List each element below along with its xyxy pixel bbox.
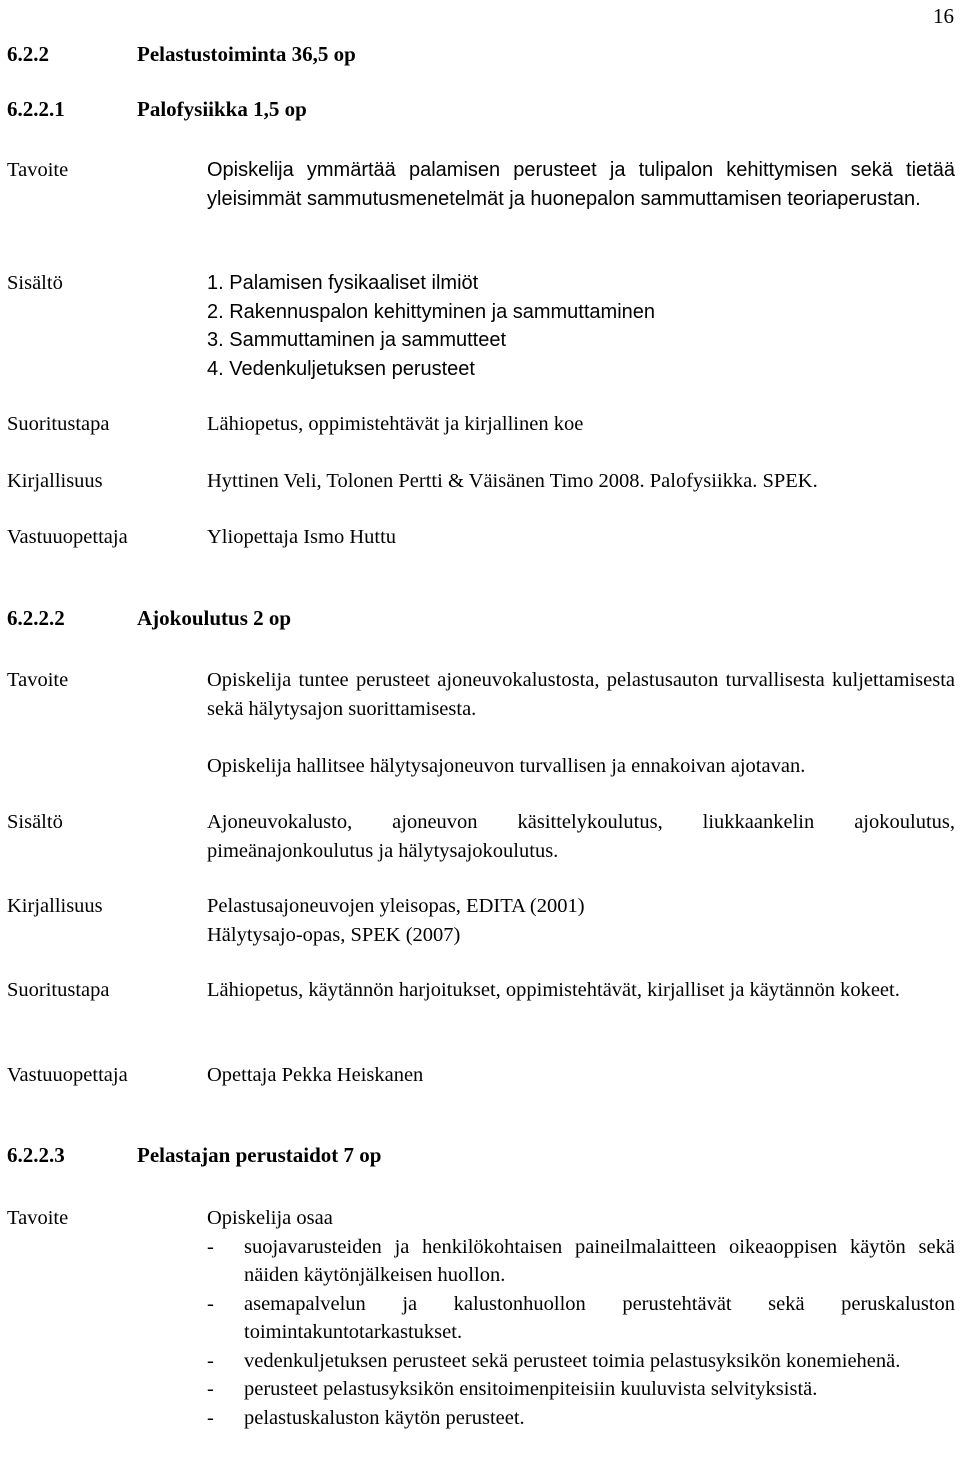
tavoite-text: Opiskelija hallitsee hälytysajoneuvon turvallisen ja ennakoivan ajotavan. [207,755,806,777]
list-item [207,1290,955,1347]
sisalto-list [207,269,955,383]
dash-bullet: - [207,1406,214,1429]
course-number: 6.2.2.2 [7,606,65,630]
kirjallisuus-text [207,892,955,949]
kirjallisuus-line: Hälytysajo-opas, SPEK (2007) [207,923,461,946]
suoritustapa-label: Suoritustapa [7,413,110,435]
list-item-text: suojavarusteiden ja henkilökohtaisen paineilmalaitteen oikeaoppisen käytön sekä näiden käytönjälkeisen huollon. [244,1235,955,1286]
course-heading [7,1141,381,1170]
dash-bullet: - [207,1292,214,1315]
list-item-text: perusteet pelastusyksikön ensitoimenpiteisiin kuuluvista selvityksistä. [244,1378,818,1400]
course-heading [7,95,307,124]
list-item: 2. Rakennuspalon kehittyminen ja sammuttaminen [207,300,656,323]
list-item-text: asemapalvelun ja kalustonhuollon perustehtävät sekä peruskaluston toimintakuntotarkastukset. [244,1292,955,1343]
section-heading [7,40,356,69]
dash-bullet: - [207,1378,214,1400]
kirjallisuus-text: Hyttinen Veli, Tolonen Pertti & Väisänen Timo 2008. Palofysiikka. SPEK. [207,470,818,492]
list-item-text: pelastuskaluston käytön perusteet. [244,1406,525,1429]
vastuuopettaja-text: Opettaja Pekka Heiskanen [207,1064,424,1086]
page-number: 16 [933,4,954,28]
kirjallisuus-line: Pelastusajoneuvojen yleisopas, EDITA (2001) [207,895,585,917]
course-title: Ajokoulutus 2 op [137,606,292,630]
tavoite-label: Tavoite [7,159,69,181]
tavoite-list [207,1233,955,1433]
course-title: Pelastajan perustaidot 7 op [137,1143,382,1167]
sisalto-label: Sisältö [7,811,63,833]
list-item [207,1233,955,1290]
section-title: Pelastustoiminta 36,5 op [137,42,356,66]
list-item-text: vedenkuljetuksen perusteet sekä perusteet toimia pelastusyksikön konemiehenä. [244,1349,901,1372]
vastuuopettaja-text: Yliopettaja Ismo Huttu [207,526,397,548]
section-number: 6.2.2 [7,42,49,66]
course-number: 6.2.2.3 [7,1143,65,1167]
tavoite-block [207,1204,955,1432]
vastuuopettaja-label: Vastuuopettaja [7,1064,128,1086]
list-item: 4. Vedenkuljetuksen perusteet [207,357,475,380]
kirjallisuus-label: Kirjallisuus [7,470,103,492]
list-item [207,1347,955,1376]
vastuuopettaja-label: Vastuuopettaja [7,526,128,548]
sisalto-label: Sisältö [7,272,63,294]
dash-bullet: - [207,1235,214,1258]
dash-bullet: - [207,1349,214,1372]
sisalto-text: Ajoneuvokalusto, ajoneuvon käsittelykoulutus, liukkaankelin ajokoulutus, pimeänajonkoulutus ja hälytysajokoulutus. [207,811,955,862]
kirjallisuus-label: Kirjallisuus [7,895,103,917]
course-number: 6.2.2.1 [7,97,65,121]
suoritustapa-text: Lähiopetus, käytännön harjoitukset, oppimistehtävät, kirjalliset ja käytännön kokeet. [207,979,900,1001]
tavoite-label: Tavoite [7,669,69,691]
tavoite-intro: Opiskelija osaa [207,1207,333,1229]
list-item [207,1375,955,1404]
course-heading [7,604,291,633]
course-title: Palofysiikka 1,5 op [137,97,307,121]
suoritustapa-label: Suoritustapa [7,979,110,1001]
list-item [207,1404,955,1433]
suoritustapa-text: Lähiopetus, oppimistehtävät ja kirjallinen koe [207,413,584,435]
list-item: 3. Sammuttaminen ja sammutteet [207,329,507,351]
tavoite-text: Opiskelija ymmärtää palamisen perusteet ja tulipalon kehittymisen sekä tietää yleisimmät sammutusmenetelmät ja huonepalon sammuttamisen teoriaperustan. [207,159,955,210]
tavoite-text: Opiskelija tuntee perusteet ajoneuvokalustosta, pelastusauton turvallisesta kuljettamisesta sekä hälytysajon suorittamisesta. [207,669,955,720]
tavoite-label: Tavoite [7,1207,69,1229]
list-item: 1. Palamisen fysikaaliset ilmiöt [207,272,479,294]
